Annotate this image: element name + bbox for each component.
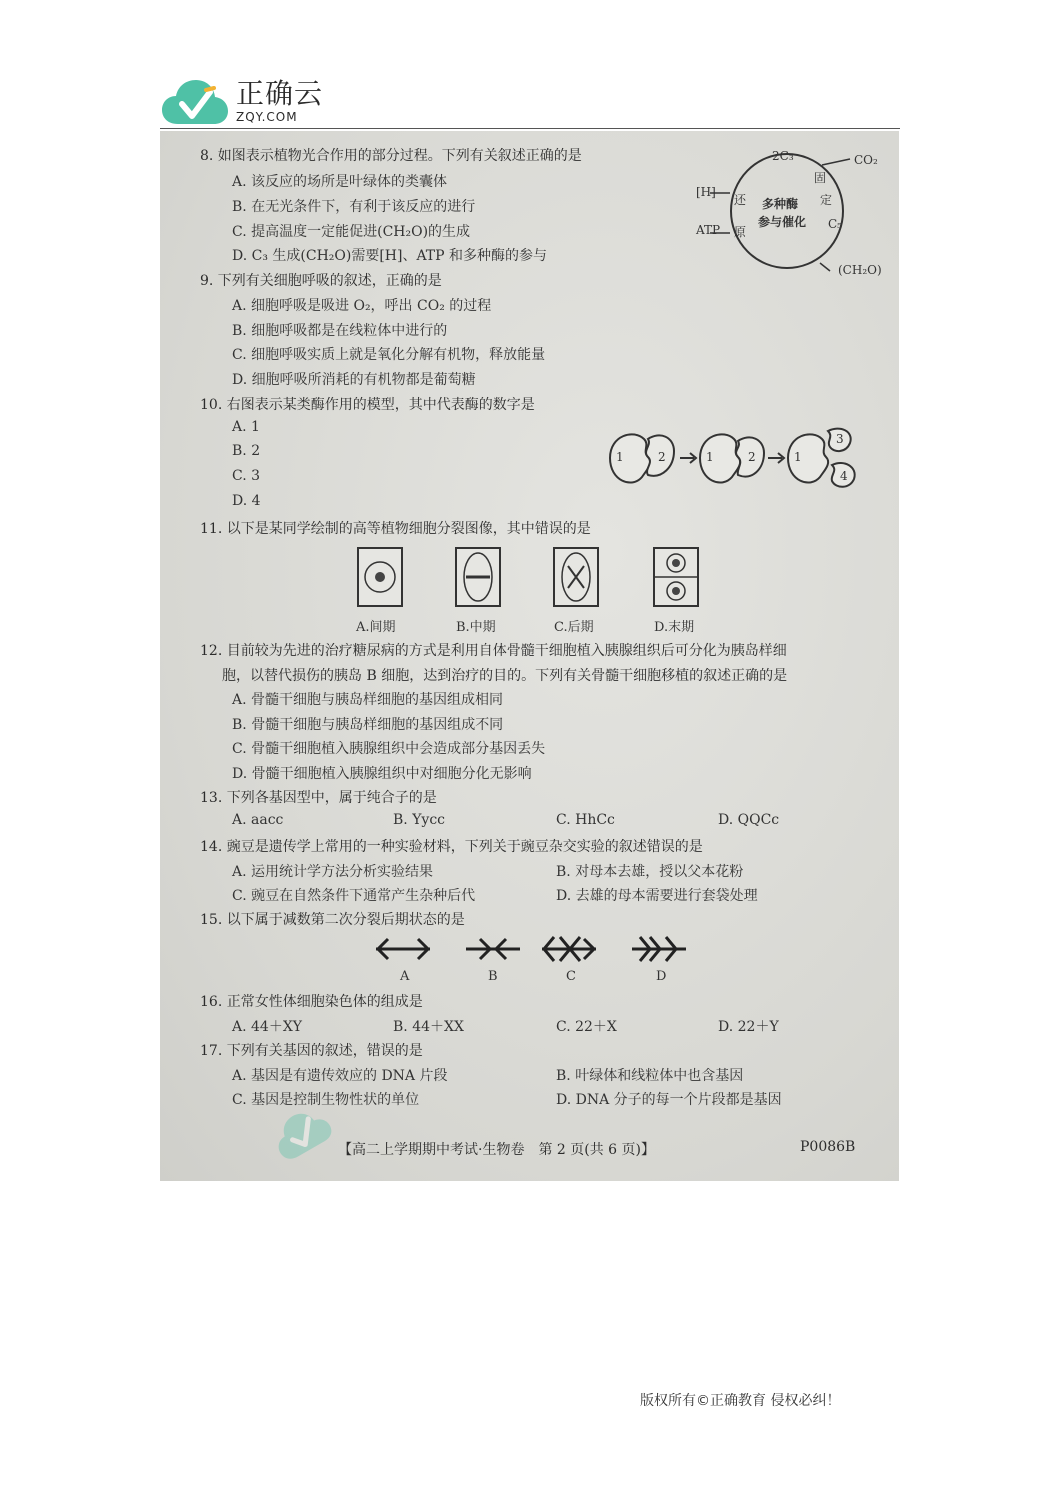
q15-stem: 15. 以下属于减数第二次分裂后期状态的是 — [200, 912, 465, 928]
fixation-label-2: 定 — [820, 193, 833, 207]
c5-label: C₅ — [828, 217, 842, 231]
enzyme-number-4: 4 — [840, 469, 848, 483]
q17-option-c: C. 基因是控制生物性状的单位 — [232, 1092, 420, 1108]
q10-stem: 10. 右图表示某类酶作用的模型，其中代表酶的数字是 — [200, 397, 535, 413]
header-divider — [160, 128, 900, 129]
enzyme-number-1a: 1 — [616, 450, 624, 464]
q13-option-d: D. QQCc — [718, 812, 780, 828]
atp-label: ATP — [696, 223, 721, 237]
enzyme-number-2b: 2 — [748, 450, 756, 464]
q12-option-b: B. 骨髓干细胞与胰岛样细胞的基因组成不同 — [232, 717, 504, 733]
q10-option-d: D. 4 — [232, 493, 261, 509]
enzyme-number-1c: 1 — [794, 450, 802, 464]
q16-stem: 16. 正常女性体细胞染色体的组成是 — [200, 994, 423, 1010]
q11-option-b: B.中期 — [456, 620, 496, 635]
q12-option-c: C. 骨髓干细胞植入胰腺组织中会造成部分基因丢失 — [232, 741, 546, 757]
q8-option-c: C. 提高温度一定能促进(CH₂O)的生成 — [232, 224, 471, 240]
ch2o-label: (CH₂O) — [838, 263, 882, 277]
q17-stem: 17. 下列有关基因的叙述，错误的是 — [200, 1043, 423, 1059]
q12-stem-line2: 胞，以替代损伤的胰岛 B 细胞，达到治疗的目的。下列有关骨髓干细胞移植的叙述正确的是 — [222, 668, 788, 684]
enzyme-center-label-1: 多种酶 — [762, 197, 799, 211]
enzyme-center-label-2: 参与催化 — [758, 215, 807, 229]
copyright-notice: 版权所有©正确教育 侵权必纠！ — [640, 1393, 841, 1409]
q16-option-b: B. 44＋XX — [393, 1019, 464, 1035]
q16-option-a: A. 44＋XY — [232, 1019, 303, 1035]
q13-option-b: B. Yycc — [393, 812, 446, 828]
q15-option-a: A — [400, 969, 410, 984]
q11-stem: 11. 以下是某同学绘制的高等植物细胞分裂图像，其中错误的是 — [200, 521, 591, 537]
reduction-label-1: 还 — [734, 193, 747, 207]
enzyme-model-diagram — [604, 423, 866, 493]
q15-option-d: D — [656, 969, 667, 984]
q12-stem-line1: 12. 目前较为先进的治疗糖尿病的方式是利用自体骨髓干细胞植入胰腺组织后可分化为胰岛样细 — [200, 643, 787, 659]
q12-option-a: A. 骨髓干细胞与胰岛样细胞的基因组成相同 — [232, 692, 504, 708]
q10-option-c: C. 3 — [232, 468, 261, 484]
q13-option-c: C. HhCc — [556, 812, 615, 828]
q11-option-c: C.后期 — [554, 620, 594, 635]
brand-domain: ZQY.COM — [236, 109, 298, 124]
c3-label: 2C₃ — [772, 149, 794, 163]
q8-stem: 8. 如图表示植物光合作用的部分过程。下列有关叙述正确的是 — [200, 148, 582, 164]
q8-option-d: D. C₃ 生成(CH₂O)需要[H]、ATP 和多种酶的参与 — [232, 248, 548, 264]
q12-option-d: D. 骨髓干细胞植入胰腺组织中对细胞分化无影响 — [232, 766, 532, 782]
q14-option-c: C. 豌豆在自然条件下通常产生杂种后代 — [232, 888, 476, 904]
q9-option-c: C. 细胞呼吸实质上就是氧化分解有机物，释放能量 — [232, 347, 546, 363]
q14-option-b: B. 对母本去雄，授以父本花粉 — [556, 864, 744, 880]
q17-option-b: B. 叶绿体和线粒体中也含基因 — [556, 1068, 744, 1084]
exam-footer: 【高二上学期期中考试·生物卷 第 2 页(共 6 页)】 — [338, 1142, 655, 1158]
enzyme-number-1b: 1 — [706, 450, 714, 464]
brand-logo — [160, 76, 323, 126]
q14-option-d: D. 去雄的母本需要进行套袋处理 — [556, 888, 758, 904]
q16-option-d: D. 22＋Y — [718, 1019, 779, 1035]
q8-option-b: B. 在无光条件下，有利于该反应的进行 — [232, 199, 476, 215]
enzyme-number-3: 3 — [836, 432, 844, 446]
exam-code: P0086B — [800, 1139, 856, 1155]
h-label: [H] — [696, 185, 716, 199]
q11-option-a: A.间期 — [356, 620, 396, 635]
q9-stem: 9. 下列有关细胞呼吸的叙述，正确的是 — [200, 273, 442, 289]
q17-option-a: A. 基因是有遗传效应的 DNA 片段 — [232, 1068, 448, 1084]
enzyme-number-2a: 2 — [658, 450, 666, 464]
q8-option-a: A. 该反应的场所是叶绿体的类囊体 — [232, 174, 448, 190]
q9-option-a: A. 细胞呼吸是吸进 O₂，呼出 CO₂ 的过程 — [232, 298, 492, 314]
q10-option-b: B. 2 — [232, 443, 261, 459]
q14-option-a: A. 运用统计学方法分析实验结果 — [232, 864, 434, 880]
q9-option-d: D. 细胞呼吸所消耗的有机物都是葡萄糖 — [232, 372, 476, 388]
co2-label: CO₂ — [854, 153, 878, 167]
q11-option-d: D.末期 — [654, 620, 695, 635]
q9-option-b: B. 细胞呼吸都是在线粒体中进行的 — [232, 323, 448, 339]
q15-option-b: B — [488, 969, 498, 984]
calvin-cycle-diagram — [690, 147, 890, 279]
brand-name: 正确云 — [236, 76, 324, 110]
fixation-label-1: 固 — [814, 171, 827, 185]
q13-stem: 13. 下列各基因型中，属于纯合子的是 — [200, 790, 437, 806]
q10-option-a: A. 1 — [232, 419, 260, 435]
meiosis-chromosome-diagrams — [370, 931, 700, 989]
exam-page-photo — [160, 131, 899, 1181]
cell-division-diagrams — [356, 544, 706, 634]
q16-option-c: C. 22＋X — [556, 1019, 617, 1035]
cloud-check-icon — [160, 76, 230, 126]
q15-option-c: C — [566, 969, 576, 984]
q14-stem: 14. 豌豆是遗传学上常用的一种实验材料，下列关于豌豆杂交实验的叙述错误的是 — [200, 839, 703, 855]
q13-option-a: A. aacc — [232, 812, 284, 828]
reduction-label-2: 原 — [734, 225, 747, 239]
q17-option-d: D. DNA 分子的每一个片段都是基因 — [556, 1092, 782, 1108]
